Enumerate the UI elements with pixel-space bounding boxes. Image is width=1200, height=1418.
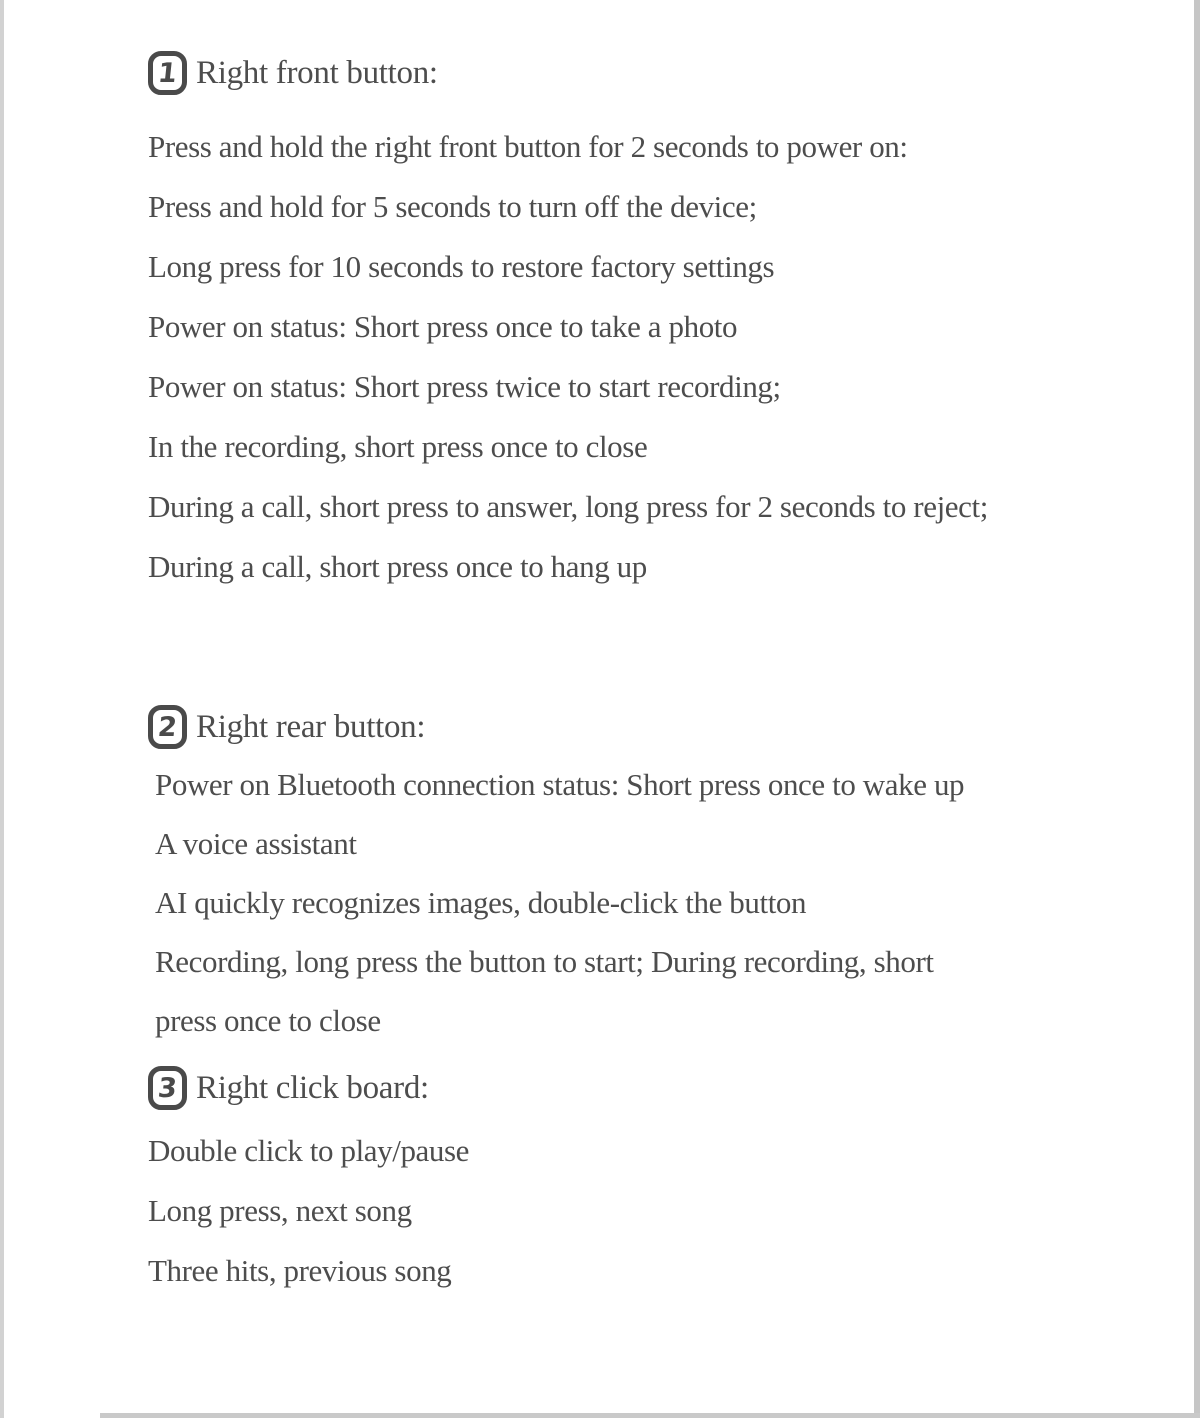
number-1-badge-digit: 1 bbox=[156, 57, 179, 89]
instruction-line: Power on status: Short press twice to start recording; bbox=[148, 369, 781, 404]
number-2-badge-digit: 2 bbox=[156, 711, 179, 743]
scrollbar-track[interactable] bbox=[1194, 0, 1200, 1418]
page-left-edge bbox=[0, 0, 4, 1418]
instruction-line: Press and hold the right front button for 2 seconds to power on: bbox=[148, 129, 908, 164]
instruction-line: AI quickly recognizes images, double-click the button bbox=[155, 885, 807, 920]
section-2-heading bbox=[148, 705, 425, 749]
page-bottom-divider bbox=[100, 1413, 1200, 1418]
number-2-badge-icon bbox=[148, 705, 187, 749]
section-2-body bbox=[155, 755, 964, 1050]
number-3-badge-digit: 3 bbox=[156, 1072, 179, 1104]
section-3-body bbox=[148, 1121, 469, 1301]
instruction-line: During a call, short press once to hang up bbox=[148, 549, 647, 584]
number-1-badge-icon bbox=[148, 51, 187, 95]
instruction-line: A voice assistant bbox=[155, 826, 357, 861]
instruction-line: Long press, next song bbox=[148, 1193, 412, 1228]
instruction-line: Long press for 10 seconds to restore factory settings bbox=[148, 249, 775, 284]
section-1-title: Right front button: bbox=[196, 54, 438, 91]
instruction-line: Press and hold for 5 seconds to turn off the device; bbox=[148, 189, 757, 224]
instruction-line: Double click to play/pause bbox=[148, 1133, 470, 1168]
section-3-title: Right click board: bbox=[196, 1069, 429, 1106]
section-2-title: Right rear button: bbox=[196, 708, 426, 745]
instruction-line: Three hits, previous song bbox=[148, 1253, 452, 1288]
instruction-line: Power on status: Short press once to take a photo bbox=[148, 309, 738, 344]
number-3-badge-icon bbox=[148, 1066, 187, 1110]
instruction-line: In the recording, short press once to close bbox=[148, 429, 648, 464]
instruction-line: press once to close bbox=[155, 1003, 381, 1038]
section-1-heading bbox=[148, 51, 438, 95]
instruction-line: During a call, short press to answer, long press for 2 seconds to reject; bbox=[148, 489, 988, 524]
instruction-line: Recording, long press the button to start; During recording, short bbox=[155, 944, 934, 979]
section-1-body bbox=[148, 117, 988, 597]
instruction-line: Power on Bluetooth connection status: Short press once to wake up bbox=[155, 767, 965, 802]
section-3-heading bbox=[148, 1066, 429, 1110]
